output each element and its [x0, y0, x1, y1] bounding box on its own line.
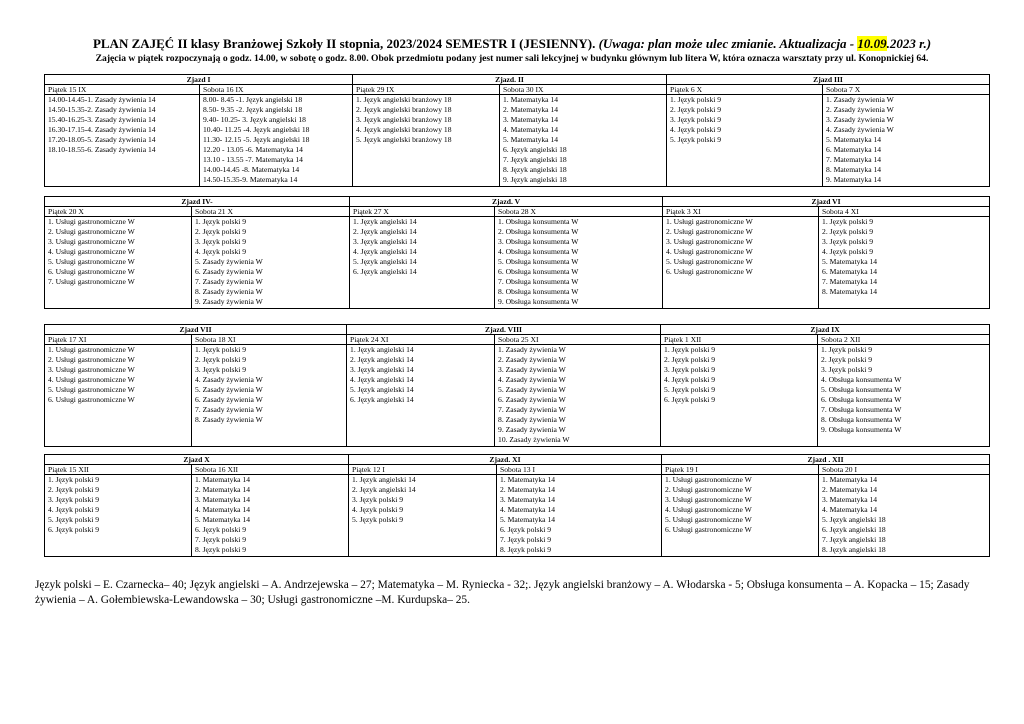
- lesson-entry: 11.30- 12.15 -5. Język angielski 18: [203, 135, 310, 144]
- update-date-highlight: 10.09: [857, 36, 887, 51]
- lesson-entry: 8. Język polski 9: [195, 545, 247, 554]
- lesson-entry: 7. Matematyka 14: [826, 155, 882, 164]
- lesson-entry: 1. Usługi gastronomiczne W: [48, 217, 135, 226]
- lesson-entry: 5. Matematyka 14: [822, 257, 878, 266]
- lesson-entry: 7. Zasady żywienia W: [195, 277, 263, 286]
- lesson-entry: 8. Zasady żywienia W: [195, 415, 263, 424]
- lesson-entry: 5. Język angielski branżowy 18: [356, 135, 452, 144]
- lesson-entry: 5. Język polski 9: [670, 135, 722, 144]
- day-header: Sobota 28 X: [495, 207, 663, 217]
- teachers-legend: Język polski – E. Czarnecka– 40; Język angielski – A. Andrzejewska – 27; Matematyka – M. Ryniecka - 32;. Język angielski branżowy – A. Włodarska - 5; Obsługa konsumenta – A. Kopacka – 15; Zasady żywienia – A. Gołembiewska-Lewandowska – 30; Usługi gastronomiczne –M. Kurdupska– 25.: [35, 579, 970, 606]
- lesson-entry: 4. Język polski 9: [664, 375, 716, 384]
- lesson-entry: 6. Matematyka 14: [822, 267, 878, 276]
- lesson-entry: 1. Usługi gastronomiczne W: [48, 345, 135, 354]
- lesson-entry: 4. Język angielski branżowy 18: [356, 125, 452, 134]
- lesson-entry: 2. Matematyka 14: [822, 485, 878, 494]
- lesson-entry: 6. Język angielski 14: [350, 395, 414, 404]
- lesson-entry: 14.50-15.35-9. Matematyka 14: [203, 175, 298, 184]
- lesson-entry: 1. Język angielski branżowy 18: [356, 95, 452, 104]
- day-header: Piątek 17 XI: [45, 335, 192, 345]
- lesson-entry: 8. Język polski 9: [500, 545, 552, 554]
- lesson-entry: 7. Zasady żywienia W: [498, 405, 566, 414]
- lesson-entry: 6. Język angielski 18: [822, 525, 886, 534]
- schedule-block: [44, 74, 990, 187]
- lesson-cell: [823, 95, 990, 187]
- lesson-entry: 3. Język angielski 14: [350, 365, 414, 374]
- lesson-entry: 3. Język polski 9: [822, 237, 874, 246]
- lesson-cell: [661, 345, 818, 447]
- lesson-entry: 14.50-15.35-2. Zasady żywienia 14: [48, 105, 156, 114]
- lesson-entry: 6. Obsługa konsumenta W: [821, 395, 902, 404]
- lesson-entry: 6. Usługi gastronomiczne W: [48, 395, 135, 404]
- lesson-entry: 5. Usługi gastronomiczne W: [665, 515, 752, 524]
- lesson-entry: 1. Matematyka 14: [503, 95, 559, 104]
- lesson-cell: [818, 345, 990, 447]
- lesson-entry: 4. Język angielski 14: [353, 247, 417, 256]
- lesson-entry: 2. Zasady żywienia W: [826, 105, 894, 114]
- lesson-cell: [495, 345, 661, 447]
- lesson-cell: [192, 345, 347, 447]
- lesson-cell: [192, 475, 349, 557]
- schedule-block: [44, 324, 990, 447]
- zjazd-label: Zjazd . XII: [662, 455, 990, 465]
- lesson-entry: 17.20-18.05-5. Zasady żywienia 14: [48, 135, 156, 144]
- lesson-entry: 7. Język angielski 18: [822, 535, 886, 544]
- lesson-cell: [663, 217, 819, 309]
- zjazd-label: Zjazd IX: [661, 325, 990, 335]
- day-header: Sobota 13 I: [497, 465, 662, 475]
- lesson-entry: 1. Zasady żywienia W: [826, 95, 894, 104]
- lesson-entry: 4. Matematyka 14: [500, 505, 556, 514]
- lesson-entry: 2. Język polski 9: [195, 227, 247, 236]
- lesson-entry: 4. Zasady żywienia W: [826, 125, 894, 134]
- lesson-entry: 5. Język angielski 14: [353, 257, 417, 266]
- day-header: Piątek 6 X: [667, 85, 823, 95]
- lesson-entry: 8.00- 8.45 -1. Język angielski 18: [203, 95, 303, 104]
- lesson-cell: [662, 475, 819, 557]
- lesson-entry: 3. Obsługa konsumenta W: [498, 237, 579, 246]
- lesson-entry: 6. Obsługa konsumenta W: [498, 267, 579, 276]
- lesson-entry: 6. Język polski 9: [664, 395, 716, 404]
- lesson-entry: 3. Matematyka 14: [503, 115, 559, 124]
- day-header: Piątek 12 I: [349, 465, 497, 475]
- lesson-entry: 7. Język angielski 18: [503, 155, 567, 164]
- lesson-entry: 6. Usługi gastronomiczne W: [666, 267, 753, 276]
- lesson-entry: 2. Matematyka 14: [500, 485, 556, 494]
- lesson-entry: 3. Matematyka 14: [822, 495, 878, 504]
- day-header: Sobota 21 X: [192, 207, 350, 217]
- lesson-entry: 4. Zasady żywienia W: [195, 375, 263, 384]
- lesson-entry: 5. Usługi gastronomiczne W: [666, 257, 753, 266]
- lesson-entry: 10. Zasady żywienia W: [498, 435, 570, 444]
- lesson-entry: 2. Usługi gastronomiczne W: [665, 485, 752, 494]
- schedule-info: Zajęcia w piątek rozpoczynają o godz. 14.00, w sobotę o godz. 8.00. Obok przedmiotu podany jest numer sali lekcyjnej w budynku głównym lub litera W, która oznacza warsztaty przy ul. Konopnickiej 64.: [95, 53, 929, 64]
- zjazd-label: Zjazd VI: [663, 197, 990, 207]
- lesson-cell: [45, 345, 192, 447]
- lesson-entry: 2. Matematyka 14: [195, 485, 251, 494]
- lesson-cell: [495, 217, 663, 309]
- zjazd-label: Zjazd. II: [353, 75, 667, 85]
- lesson-entry: 2. Język polski 9: [195, 355, 247, 364]
- lesson-entry: 2. Usługi gastronomiczne W: [48, 355, 135, 364]
- lesson-entry: 1. Język angielski 14: [350, 345, 414, 354]
- lesson-entry: 5. Język polski 9: [352, 515, 404, 524]
- lesson-entry: 4. Język angielski 14: [350, 375, 414, 384]
- lesson-entry: 13.10 - 13.55 -7. Matematyka 14: [203, 155, 303, 164]
- day-header: Sobota 18 XI: [192, 335, 347, 345]
- lesson-entry: 5. Język polski 9: [664, 385, 716, 394]
- lesson-entry: 3. Język polski 9: [352, 495, 404, 504]
- lesson-entry: 9. Obsługa konsumenta W: [498, 297, 579, 306]
- lesson-entry: 8. Zasady żywienia W: [195, 287, 263, 296]
- lesson-cell: [353, 95, 500, 187]
- lesson-entry: 6. Usługi gastronomiczne W: [665, 525, 752, 534]
- lesson-entry: 6. Zasady żywienia W: [498, 395, 566, 404]
- day-header: Piątek 24 XI: [347, 335, 495, 345]
- lesson-entry: 8. Matematyka 14: [822, 287, 878, 296]
- day-header: Sobota 25 XI: [495, 335, 661, 345]
- lesson-entry: 4. Matematyka 14: [822, 505, 878, 514]
- day-header: Piątek 19 I: [662, 465, 819, 475]
- lesson-entry: 4. Język polski 9: [48, 505, 100, 514]
- day-header: Sobota 30 IX: [500, 85, 667, 95]
- lesson-entry: 8. Obsługa konsumenta W: [821, 415, 902, 424]
- lesson-entry: 2. Usługi gastronomiczne W: [666, 227, 753, 236]
- lesson-entry: 6. Język angielski 18: [503, 145, 567, 154]
- day-header: Piątek 1 XII: [661, 335, 818, 345]
- lesson-entry: 5. Matematyka 14: [503, 135, 559, 144]
- zjazd-label: Zjazd I: [45, 75, 353, 85]
- lesson-entry: 7. Usługi gastronomiczne W: [48, 277, 135, 286]
- lesson-entry: 9. Zasady żywienia W: [195, 297, 263, 306]
- lesson-entry: 1. Obsługa konsumenta W: [498, 217, 579, 226]
- lesson-entry: 4. Język polski 9: [670, 125, 722, 134]
- lesson-entry: 8. Język angielski 18: [503, 165, 567, 174]
- lesson-cell: [819, 217, 990, 309]
- lesson-entry: 3. Język polski 9: [664, 365, 716, 374]
- lesson-entry: 9. Zasady żywienia W: [498, 425, 566, 434]
- lesson-entry: 5. Język angielski 14: [350, 385, 414, 394]
- lesson-entry: 2. Język angielski 14: [352, 485, 416, 494]
- lesson-entry: 2. Obsługa konsumenta W: [498, 227, 579, 236]
- lesson-entry: 1. Język polski 9: [195, 345, 247, 354]
- day-header: Sobota 2 XII: [818, 335, 990, 345]
- lesson-entry: 4. Język polski 9: [822, 247, 874, 256]
- zjazd-label: Zjazd VII: [45, 325, 347, 335]
- lesson-entry: 3. Zasady żywienia W: [826, 115, 894, 124]
- lesson-entry: 5. Język polski 9: [48, 515, 100, 524]
- lesson-entry: 1. Matematyka 14: [500, 475, 556, 484]
- lesson-entry: 1. Matematyka 14: [195, 475, 251, 484]
- lesson-entry: 8. Język angielski 18: [822, 545, 886, 554]
- lesson-entry: 4. Język polski 9: [352, 505, 404, 514]
- day-header: Piątek 29 IX: [353, 85, 500, 95]
- lesson-entry: 7. Język polski 9: [500, 535, 552, 544]
- lesson-cell: [45, 217, 192, 309]
- lesson-entry: 2. Zasady żywienia W: [498, 355, 566, 364]
- schedule-block: [44, 196, 990, 309]
- day-header: Sobota 16 IX: [200, 85, 353, 95]
- lesson-entry: 5. Usługi gastronomiczne W: [48, 257, 135, 266]
- lesson-entry: 1. Matematyka 14: [822, 475, 878, 484]
- lesson-entry: 2. Usługi gastronomiczne W: [48, 227, 135, 236]
- lesson-entry: 7. Zasady żywienia W: [195, 405, 263, 414]
- day-header: Sobota 20 I: [819, 465, 990, 475]
- lesson-entry: 3. Zasady żywienia W: [498, 365, 566, 374]
- lesson-entry: 5. Matematyka 14: [826, 135, 882, 144]
- lesson-entry: 1. Usługi gastronomiczne W: [665, 475, 752, 484]
- lesson-cell: [500, 95, 667, 187]
- day-header: Piątek 20 X: [45, 207, 192, 217]
- day-header: Sobota 16 XII: [192, 465, 349, 475]
- lesson-entry: 6. Język polski 9: [195, 525, 247, 534]
- lesson-cell: [200, 95, 353, 187]
- lesson-entry: 15.40-16.25-3. Zasady żywienia 14: [48, 115, 156, 124]
- lesson-entry: 3. Język polski 9: [48, 495, 100, 504]
- lesson-entry: 2. Matematyka 14: [503, 105, 559, 114]
- lesson-entry: 7. Obsługa konsumenta W: [821, 405, 902, 414]
- day-header: Sobota 4 XI: [819, 207, 990, 217]
- lesson-entry: 6. Język polski 9: [500, 525, 552, 534]
- lesson-cell: [45, 475, 192, 557]
- day-header: Piątek 15 IX: [45, 85, 200, 95]
- lesson-entry: 1. Język polski 9: [664, 345, 716, 354]
- lesson-entry: 9. Obsługa konsumenta W: [821, 425, 902, 434]
- lesson-entry: 2. Język angielski 14: [350, 355, 414, 364]
- lesson-entry: 2. Język polski 9: [822, 227, 874, 236]
- lesson-entry: 9.40- 10.25- 3. Język angielski 18: [203, 115, 306, 124]
- lesson-entry: 3. Usługi gastronomiczne W: [666, 237, 753, 246]
- lesson-cell: [347, 345, 495, 447]
- lesson-entry: 8. Zasady żywienia W: [498, 415, 566, 424]
- lesson-entry: 6. Usługi gastronomiczne W: [48, 267, 135, 276]
- lesson-entry: 2. Język polski 9: [670, 105, 722, 114]
- day-header: Piątek 27 X: [350, 207, 495, 217]
- lesson-entry: 6. Zasady żywienia W: [195, 267, 263, 276]
- lesson-entry: 5. Usługi gastronomiczne W: [48, 385, 135, 394]
- lesson-entry: 5. Język angielski 18: [822, 515, 886, 524]
- lesson-entry: 1. Język polski 9: [822, 217, 874, 226]
- lesson-entry: 3. Usługi gastronomiczne W: [48, 237, 135, 246]
- lesson-entry: 2. Język polski 9: [48, 485, 100, 494]
- lesson-entry: 6. Język polski 9: [48, 525, 100, 534]
- lesson-entry: 1. Język polski 9: [48, 475, 100, 484]
- lesson-entry: 8. Matematyka 14: [826, 165, 882, 174]
- zjazd-label: Zjazd IV-: [45, 197, 350, 207]
- lesson-entry: 4. Usługi gastronomiczne W: [48, 375, 135, 384]
- lesson-entry: 4. Usługi gastronomiczne W: [666, 247, 753, 256]
- zjazd-label: Zjazd. VIII: [347, 325, 661, 335]
- lesson-entry: 3. Język polski 9: [195, 365, 247, 374]
- lesson-entry: 2. Język angielski branżowy 18: [356, 105, 452, 114]
- lesson-entry: 6. Zasady żywienia W: [195, 395, 263, 404]
- day-header: Piątek 15 XII: [45, 465, 192, 475]
- document-title: [0, 36, 1024, 52]
- lesson-entry: 2. Język angielski 14: [353, 227, 417, 236]
- lesson-entry: 2. Język polski 9: [664, 355, 716, 364]
- lesson-entry: 5. Obsługa konsumenta W: [498, 257, 579, 266]
- lesson-cell: [45, 95, 200, 187]
- lesson-entry: 9. Matematyka 14: [826, 175, 882, 184]
- title-note: (Uwaga: plan może ulec zmianie. Aktualizacja - 10.09.2023 r.): [598, 36, 932, 51]
- lesson-entry: 3. Język polski 9: [195, 237, 247, 246]
- lesson-entry: 1. Język angielski 14: [352, 475, 416, 484]
- lesson-entry: 4. Usługi gastronomiczne W: [665, 505, 752, 514]
- lesson-entry: 2. Język polski 9: [821, 355, 873, 364]
- lesson-entry: 5. Zasady żywienia W: [195, 385, 263, 394]
- lesson-cell: [819, 475, 990, 557]
- lesson-entry: 7. Matematyka 14: [822, 277, 878, 286]
- lesson-entry: 7. Język polski 9: [195, 535, 247, 544]
- zjazd-label: Zjazd III: [667, 75, 990, 85]
- lesson-entry: 3. Język polski 9: [670, 115, 722, 124]
- lesson-entry: 6. Matematyka 14: [826, 145, 882, 154]
- lesson-entry: 3. Język angielski branżowy 18: [356, 115, 452, 124]
- zjazd-label: Zjazd X: [45, 455, 349, 465]
- lesson-cell: [192, 217, 350, 309]
- lesson-entry: 4. Matematyka 14: [195, 505, 251, 514]
- lesson-entry: 4. Usługi gastronomiczne W: [48, 247, 135, 256]
- lesson-entry: 3. Usługi gastronomiczne W: [48, 365, 135, 374]
- lesson-entry: 8.50- 9.35 -2. Język angielski 18: [203, 105, 303, 114]
- lesson-entry: 1. Usługi gastronomiczne W: [666, 217, 753, 226]
- lesson-entry: 16.30-17.15-4. Zasady żywienia 14: [48, 125, 156, 134]
- lesson-entry: 1. Język polski 9: [670, 95, 722, 104]
- lesson-entry: 9. Język angielski 18: [503, 175, 567, 184]
- lesson-cell: [350, 217, 495, 309]
- lesson-entry: 5. Zasady żywienia W: [195, 257, 263, 266]
- lesson-entry: 1. Zasady żywienia W: [498, 345, 566, 354]
- lesson-entry: 5. Matematyka 14: [195, 515, 251, 524]
- lesson-entry: 1. Język polski 9: [821, 345, 873, 354]
- lesson-entry: 8. Obsługa konsumenta W: [498, 287, 579, 296]
- day-header: Piątek 3 XI: [663, 207, 819, 217]
- lesson-entry: 4. Język polski 9: [195, 247, 247, 256]
- lesson-entry: 10.40- 11.25 -4. Język angielski 18: [203, 125, 310, 134]
- lesson-entry: 4. Obsługa konsumenta W: [498, 247, 579, 256]
- lesson-entry: 3. Matematyka 14: [500, 495, 556, 504]
- lesson-entry: 7. Obsługa konsumenta W: [498, 277, 579, 286]
- lesson-entry: 4. Obsługa konsumenta W: [821, 375, 902, 384]
- lesson-entry: 4. Matematyka 14: [503, 125, 559, 134]
- lesson-entry: 3. Język angielski 14: [353, 237, 417, 246]
- day-header: Sobota 7 X: [823, 85, 990, 95]
- lesson-cell: [667, 95, 823, 187]
- lesson-entry: 14.00-14.45 -8. Matematyka 14: [203, 165, 300, 174]
- lesson-entry: 14.00-14.45-1. Zasady żywienia 14: [48, 95, 156, 104]
- zjazd-label: Zjazd. XI: [349, 455, 662, 465]
- title-main: PLAN ZAJĘĆ II klasy Branżowej Szkoły II stopnia, 2023/2024 SEMESTR I (JESIENNY).: [92, 36, 596, 51]
- lesson-entry: 3. Matematyka 14: [195, 495, 251, 504]
- lesson-entry: 5. Zasady żywienia W: [498, 385, 566, 394]
- lesson-cell: [497, 475, 662, 557]
- lesson-entry: 3. Usługi gastronomiczne W: [665, 495, 752, 504]
- lesson-entry: 5. Matematyka 14: [500, 515, 556, 524]
- lesson-entry: 1. Język polski 9: [195, 217, 247, 226]
- lesson-entry: 12.20 - 13.05 -6. Matematyka 14: [203, 145, 303, 154]
- lesson-entry: 4. Zasady żywienia W: [498, 375, 566, 384]
- lesson-cell: [349, 475, 497, 557]
- lesson-entry: 5. Obsługa konsumenta W: [821, 385, 902, 394]
- zjazd-label: Zjazd. V: [350, 197, 663, 207]
- schedule-block: [44, 454, 990, 557]
- lesson-entry: 6. Język angielski 14: [353, 267, 417, 276]
- lesson-entry: 18.10-18.55-6. Zasady żywienia 14: [48, 145, 156, 154]
- lesson-entry: 3. Język polski 9: [821, 365, 873, 374]
- lesson-entry: 1. Język angielski 14: [353, 217, 417, 226]
